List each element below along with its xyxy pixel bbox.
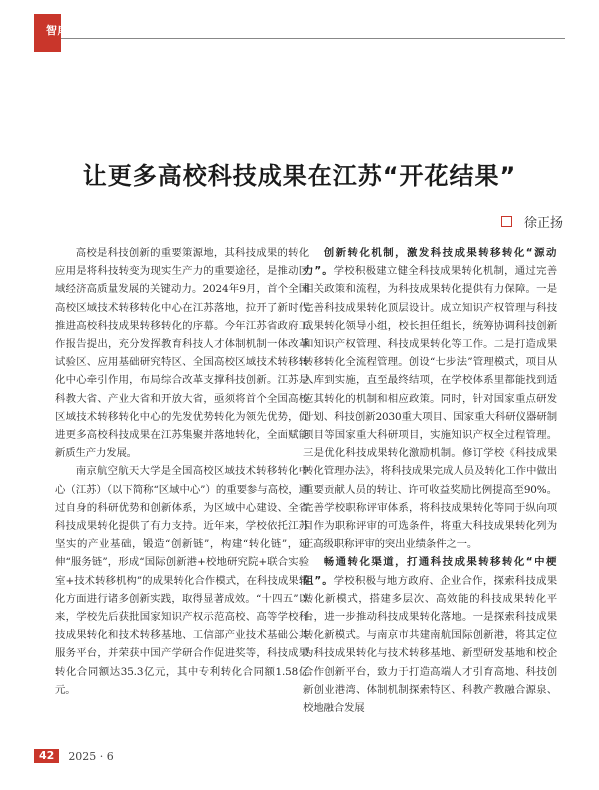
square-bullet-icon: [501, 216, 512, 227]
paragraph: 南京航空航天大学是全国高校区域技术转移转化中心（江苏）（以下简称“区域中心”）的重要参与高校，通过自身的科研优势和创新体系，为区域中心建设、全省科技成果转化提供了有力支持。近年来，学校依托江苏坚实的产业基础，锻造“创新链”，构建“转化链”，延伸“服务链”，形成“国际创新港+校地研究院+联合实验室+技术转移机构”的成果转化合作模式，在科技成果转化方面进行诸多创新实践，取得显著成效。“十四五”以来，学校先后获批国家知识产权示范高校、高等学校科技成果转化和技术转移基地、工信部产业技术基础公共服务平台，并荣获中国产学研合作促进奖等，科技成果转化合同额达35.3亿元，其中专利转化合同额1.58亿元。: [55, 465, 309, 696]
page-number: 42: [34, 749, 59, 763]
paragraph-lead: 创新转化机制，激发科技成果转移转化“源动力”。: [303, 247, 557, 278]
section-label: 智库报告: [46, 24, 92, 37]
left-column: [55, 244, 309, 699]
header-rule: [61, 38, 565, 39]
right-column: [303, 244, 557, 717]
article-title: 让更多高校科技成果在江苏“开花结果”: [82, 162, 517, 190]
page-footer: [34, 749, 114, 763]
paragraph: 高校是科技创新的重要策源地，其科技成果的转化应用是将科技转变为现实生产力的重要途径，是推动区域经济高质量发展的关键动力。2024年9月，首个全国高校区域技术转移转化中心在江苏落地，拉开了新时代推进高校科技成果转移转化的序幕。今年江苏省政府工作报告提出，充分发挥教育科技人才体制机制一体改革试验区、应用基础研究特区、全国高校区域技术转移转化中心牵引作用，布局综合改革支撑科技创新。江苏是科教大省、产业大省和开放大省，亟须将首个全国高校区域技术转移转化中心的先发优势转化为领先优势，促进更多高校科技成果在江苏集聚并落地转化，全面赋能新质生产力发展。: [55, 247, 309, 460]
paragraph-body: 学校积极与地方政府、企业合作，探索科技成果转化新模式，搭建多层次、高效能的科技成果转化平台，进一步推动科技成果转化落地。一是探索科技成果转化新模式。与南京市共建南航国际创新港，将其定位为科技成果转化与技术转移基地、新型研发基地和校企合作创新平台，致力于打造高端人才引育高地、科技创新创业港湾、体制机制探索特区、科教产教融合源泉、校地融合发展: [303, 574, 557, 715]
paragraph: [303, 244, 557, 553]
issue-number: 2025 · 6: [68, 749, 114, 763]
paragraph-body: 学校积极建立健全科技成果转化机制，通过完善相关政策和流程，为科技成果转化提供有力保障。一是完善科技成果转化顶层设计。成立知识产权管理与科技成果转化领导小组，校长担任组长，统筹协调科技创新和知识产权管理、科技成果转化等工作。二是打造成果转移转化全流程管理。创设“七步法”管理模式，项目从入库到实施，直至最终结项，在学校体系里都能找到适应其转化的机制和相应政策。同时，针对国家重点研发计划、科技创新2030重大项目、国家重大科研仪器研制项目等国家重大科研项目，实施知识产权全过程管理。三是优化科技成果转化激励机制。修订学校《科技成果转化管理办法》，将科技成果完成人员及转化工作中做出重要贡献人员的转让、许可收益奖励比例提高至90%。完善学校职称评审体系，将科技成果转化等同于纵向项目作为职称评审的可选条件，将重大科技成果转化列为正高级职称评审的突出业绩条件之一。: [303, 265, 557, 551]
author-byline: [501, 212, 563, 231]
paragraph: [303, 553, 557, 717]
paragraph-lead: 畅通转化渠道，打通科技成果转移转化“中梗阻”。: [303, 556, 557, 587]
author-name: 徐正扬: [523, 216, 563, 231]
